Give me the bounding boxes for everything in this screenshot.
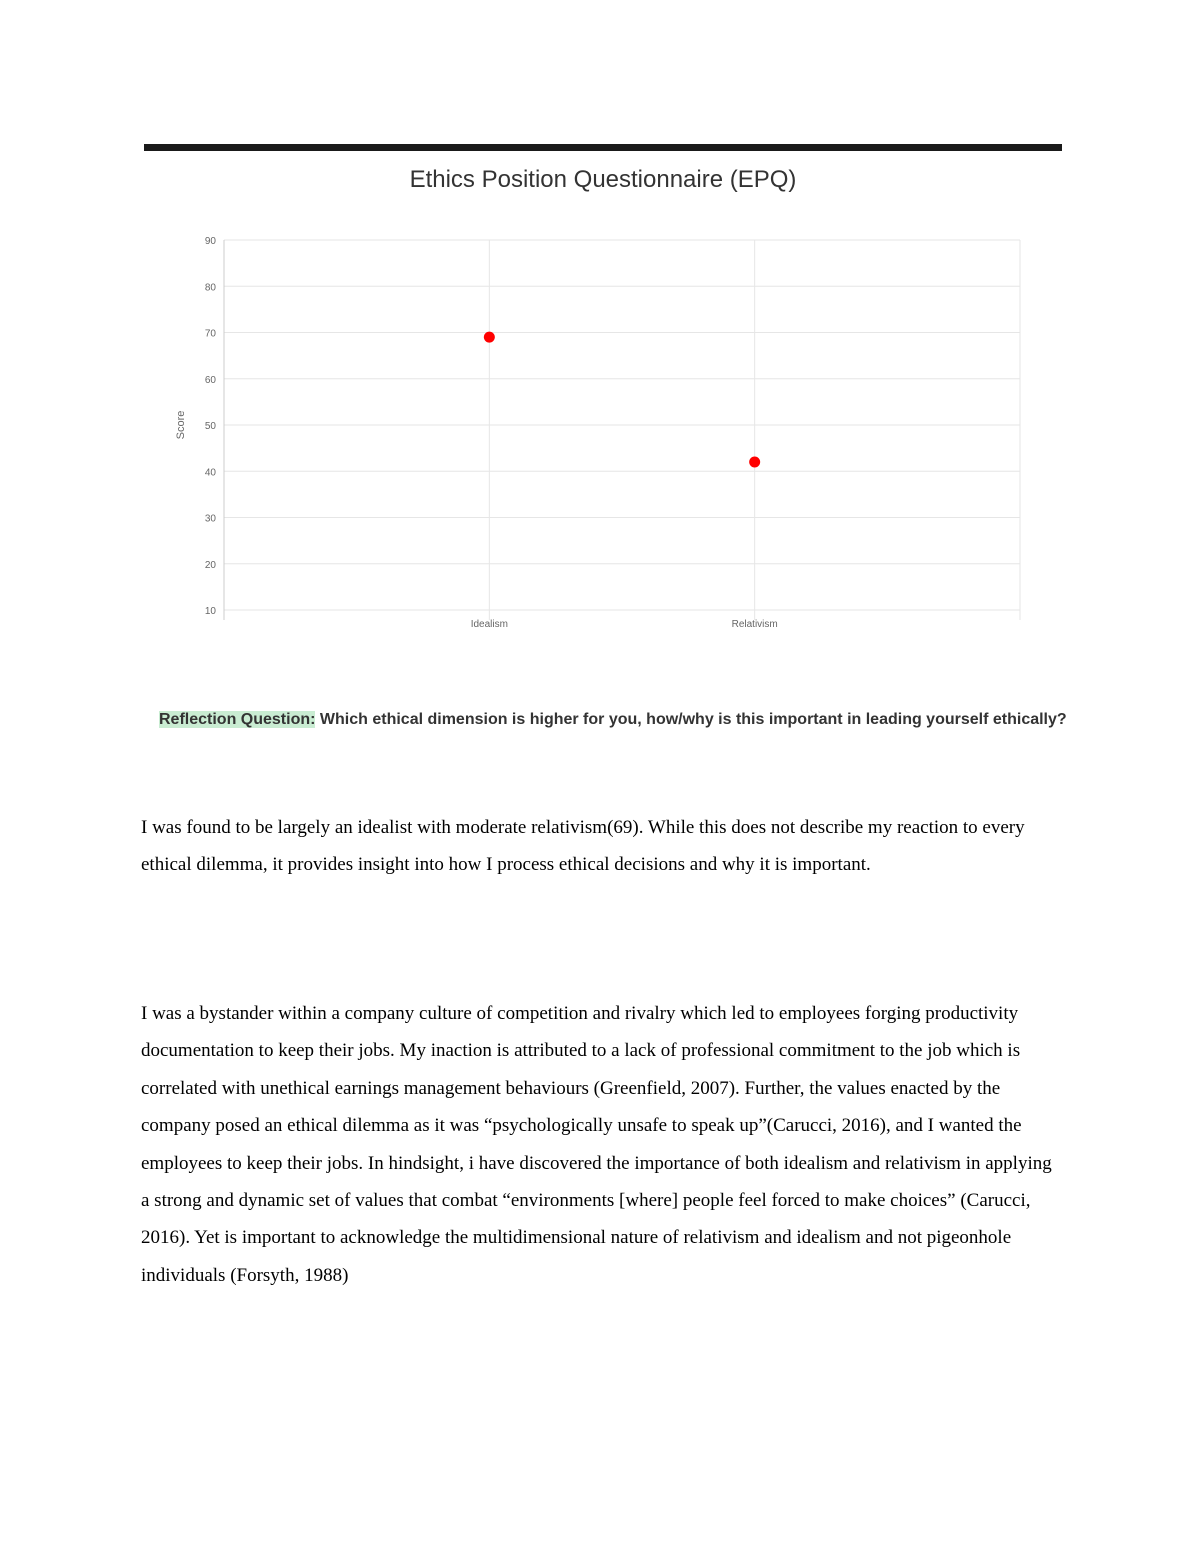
y-tick-label: 10 bbox=[204, 606, 216, 617]
y-tick-label: 80 bbox=[204, 282, 216, 294]
reflection-label: Reflection Question: bbox=[159, 711, 316, 728]
data-point-idealism bbox=[484, 332, 495, 343]
top-rule bbox=[144, 144, 1062, 151]
data-point-relativism bbox=[749, 457, 760, 468]
paragraph-1: I was found to be largely an idealist with moderate relativism(69). While this does not describe my reaction to every ethical dilemma, it provides insight into how I process ethical decisions and why it is important. bbox=[141, 817, 1025, 876]
y-tick-label: 70 bbox=[204, 328, 216, 340]
paragraph-2: I was a bystander within a company culture of competition and rivalry which led to employees forging productivity documentation to keep their jobs. My inaction is attributed to a lack of professional commitment to the job which is correlated with unethical earnings management behaviours (Greenfield, 2007). Further, the values enacted by the company posed an ethical dilemma as it was “psychologically unsafe to speak up”(Carucci, 2016), and I wanted the employees to keep their jobs. In hindsight, i have discovered the importance of both idealism and relativism in applying a strong and dynamic set of values that combat “environments [where] people feel forced to make choices” (Carucci, 2016). Yet is important to acknowledge the multidimensional nature of relativism and idealism and not pigeonhole individuals (Forsyth, 1988) bbox=[141, 1003, 1052, 1286]
y-axis-label: Score bbox=[175, 410, 187, 440]
x-tick-label: Idealism bbox=[470, 619, 508, 630]
y-tick-label: 50 bbox=[204, 421, 216, 432]
y-tick-label: 30 bbox=[204, 513, 216, 525]
y-tick-label: 60 bbox=[204, 374, 216, 386]
reflection-question bbox=[159, 711, 1079, 729]
y-tick-label: 20 bbox=[204, 559, 216, 571]
epq-chart bbox=[160, 225, 1040, 635]
y-tick-label: 40 bbox=[204, 467, 216, 479]
chart-svg bbox=[160, 225, 1040, 635]
x-tick-label: Relativism bbox=[731, 619, 778, 630]
y-tick-label: 90 bbox=[204, 236, 216, 247]
reflection-text: Which ethical dimension is higher for you, how/why is this important in leading yourself ethically? bbox=[319, 711, 1067, 728]
chart-title: Ethics Position Questionnaire (EPQ) bbox=[409, 166, 797, 193]
